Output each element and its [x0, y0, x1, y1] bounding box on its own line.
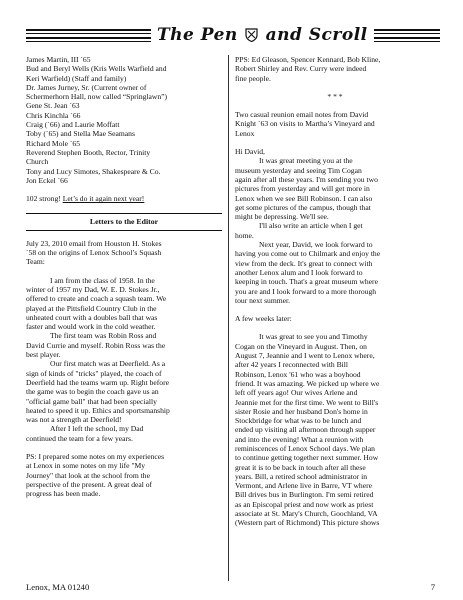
text-line: great it is to be back in touch after all these — [235, 462, 366, 472]
attendee-line: Keri Warfield) (Staff and family) — [26, 73, 127, 83]
text-line: at Lenox in some notes on my life "My — [26, 461, 146, 471]
text-line: played at the Pittsfield Country Club in the — [26, 303, 157, 313]
text-line: ended up visiting all afternoon through supper — [235, 425, 376, 435]
text-line: I am from the class of 1958. In the — [50, 275, 155, 285]
attendee-line: Bud and Beryl Wells (Kris Wells Warfield and — [26, 64, 167, 74]
text-line: was not a strength at Deerfield! — [26, 415, 122, 425]
attendee-line: Tony and Lucy Simotes, Shakespeare & Co. — [26, 166, 161, 176]
letter-paragraph — [26, 276, 222, 332]
text-line: Two casual reunion email notes from David — [235, 110, 369, 120]
text-line: `58 on the origins of Lenox School’s Squash — [26, 248, 162, 258]
text-line: Next year, David, we look forward to — [259, 240, 373, 250]
next-year-link[interactable]: Let’s do it again next year! — [62, 194, 145, 204]
text-line: might be depressing. We'll see. — [235, 212, 329, 222]
masthead — [26, 20, 440, 50]
text-line: years. Bill, a retired school administrator in — [235, 471, 368, 481]
attendee-line: Chris Kinchla `66 — [26, 110, 81, 120]
letter-paragraph — [26, 424, 222, 443]
section-separator: * * * — [327, 91, 343, 101]
attendee-line: Reverend Stephen Booth, Rector, Trinity — [26, 147, 151, 157]
page-number: 7 — [430, 582, 435, 592]
letter-paragraph — [235, 332, 435, 527]
text-line: After I left the school, my Dad — [50, 424, 144, 434]
crest-icon — [245, 28, 258, 42]
text-line: Deerfield had the teams warm up. Right before — [26, 377, 169, 387]
attendee-line: Schermerhorn Hall, now called “Springlawn”) — [26, 92, 168, 102]
text-line: friend. It was amazing. We picked up where we — [235, 378, 380, 388]
text-line: museum yesterday and seeing Tim Cogan — [235, 165, 362, 175]
text-line: you are and I look forward to a more thorough — [235, 286, 377, 296]
text-line: perspective of the present. A great deal of — [26, 479, 153, 489]
text-line: Team: — [26, 257, 45, 267]
text-line: Robinson, Lenox '61 who was a boyhood — [235, 369, 361, 379]
masthead-title-part1: The Pen — [157, 25, 238, 45]
text-line: Lenox — [235, 128, 255, 138]
text-line: the game was to begin the coach gave us an — [26, 387, 159, 397]
email-intro — [26, 239, 222, 267]
footer-location: Lenox, MA 01240 — [26, 582, 90, 592]
text-line: Cogan on the Vineyard in August. Then, on — [235, 341, 367, 351]
text-line: fine people. — [235, 73, 271, 83]
text-line: reminiscences of Lenox School days. We plan — [235, 443, 375, 453]
attendee-line: James Martin, III `65 — [26, 55, 91, 64]
attendee-line: Dr. James Jurney, Sr. (Current owner of — [26, 82, 147, 92]
post-postscript — [235, 55, 435, 83]
text-line: Vermont, and Arlene live in Barre, VT where — [235, 481, 372, 491]
text-line: home. — [235, 230, 254, 240]
text-line: David Currie and myself. Robin Ross was the — [26, 340, 166, 350]
text-line: Robert Shirley and Rev. Curry were indeed — [235, 64, 367, 74]
text-line: winter of 1957 my Dad, W. E. D. Stokes Jr., — [26, 284, 160, 294]
text-line: best player. — [26, 350, 61, 360]
text-line: as an Episcopal priest and now work as priest — [235, 499, 374, 509]
section-heading: Letters to the Editor — [26, 213, 222, 230]
text-line: sister Rosie and her husband Don's home in — [235, 406, 368, 416]
text-line: July 23, 2010 email from Houston H. Stokes — [26, 238, 162, 248]
text-line: having you come out to Chilmark and enjoy the — [235, 249, 381, 259]
text-line: progress has been made. — [26, 489, 101, 499]
text-line: unheated court with a doubles ball that was — [26, 312, 158, 322]
masthead-title — [151, 20, 374, 50]
attendee-line: Church — [26, 157, 49, 167]
text-line: heated to speed it up. Ethics and sportsmanship — [26, 405, 170, 415]
text-line: "official game ball" that had been specially — [26, 396, 157, 406]
reunion-intro — [235, 110, 435, 138]
masthead-title-part2: and Scroll — [265, 25, 368, 45]
text-line: another Lenox alum and I look forward to — [235, 267, 363, 277]
text-line: PS: I prepared some notes on my experiences — [26, 451, 165, 461]
letter-paragraph — [235, 221, 435, 240]
text-line: faster and would work in the cold weather. — [26, 322, 156, 332]
postscript — [26, 452, 222, 498]
text-line: again after all these years. I'm sending you two — [235, 174, 378, 184]
right-column — [235, 55, 435, 528]
text-line: tour next summer. — [235, 295, 291, 305]
text-line: (Western part of Richmond) This picture shows — [235, 518, 380, 528]
text-line: continued the team for a few years. — [26, 433, 133, 443]
letter-greeting: Hi David, — [235, 147, 265, 157]
text-line: view from the deck. It's great to connect with — [235, 258, 373, 268]
attendee-list — [26, 55, 222, 185]
text-line: Knight `63 on visits to Martha’s Vineyard and — [235, 119, 375, 129]
text-line: Lenox when we see Bill Robinson. I can also — [235, 193, 373, 203]
text-line: Our first match was at Deerfield. As a — [50, 359, 166, 369]
attendee-line: Jon Eckel `66 — [26, 175, 68, 185]
text-line: and into the evening! What a reunion with — [235, 434, 364, 444]
text-line: The first team was Robin Ross and — [50, 331, 157, 341]
text-line: associate at St. Mary's Church, Goochland, VA — [235, 509, 378, 519]
text-line: Stockbridge for what was to be lunch and — [235, 416, 362, 426]
strong-count: 102 strong! — [26, 194, 61, 204]
text-line: sign of kinds of "tricks" played, the coach of — [26, 368, 162, 378]
attendee-line: Toby (`65) and Stella Mae Seamans — [26, 129, 135, 139]
text-line: It was great meeting you at the — [259, 156, 353, 166]
text-line: I'll also write an article when I get — [259, 221, 363, 231]
column-divider — [228, 55, 229, 581]
letter-paragraph — [26, 359, 222, 424]
text-line: Bill drives bus in Burlington. I'm semi retired — [235, 490, 374, 500]
attendee-line: Gene St. Jean `63 — [26, 101, 80, 111]
letter-paragraph — [235, 240, 435, 305]
letter-paragraph — [235, 156, 435, 221]
text-line: August 7, Jeannie and I went to Lenox where, — [235, 351, 375, 361]
weeks-later-heading: A few weeks later: — [235, 314, 292, 324]
closing-line — [26, 194, 222, 203]
text-line: It was great to see you and Timothy — [259, 332, 368, 342]
attendee-line: Craig (`66) and Laurie Moffatt — [26, 120, 120, 130]
letter-paragraph — [26, 331, 222, 359]
text-line: Jeannie met for the first time. We went to Bill's — [235, 397, 379, 407]
text-line: left off years ago! Our wives Arlene and — [235, 388, 358, 398]
left-column — [26, 55, 222, 498]
text-line: pictures from yesterday and will get more in — [235, 184, 370, 194]
text-line: get some pictures of the campus, though that — [235, 202, 371, 212]
attendee-line: Richard Mole `65 — [26, 138, 80, 148]
text-line: offered to create and coach a squash team. We — [26, 294, 167, 304]
text-line: after 42 years I reconnected with Bill — [235, 360, 349, 370]
text-line: keeping in touch. That's a great museum where — [235, 277, 378, 287]
text-line: PPS: Ed Gleason, Spencer Kennard, Bob Kline, — [235, 55, 381, 64]
text-line: Journey" that look at the school from the — [26, 470, 150, 480]
text-line: to continue getting together next summer. How — [235, 453, 379, 463]
